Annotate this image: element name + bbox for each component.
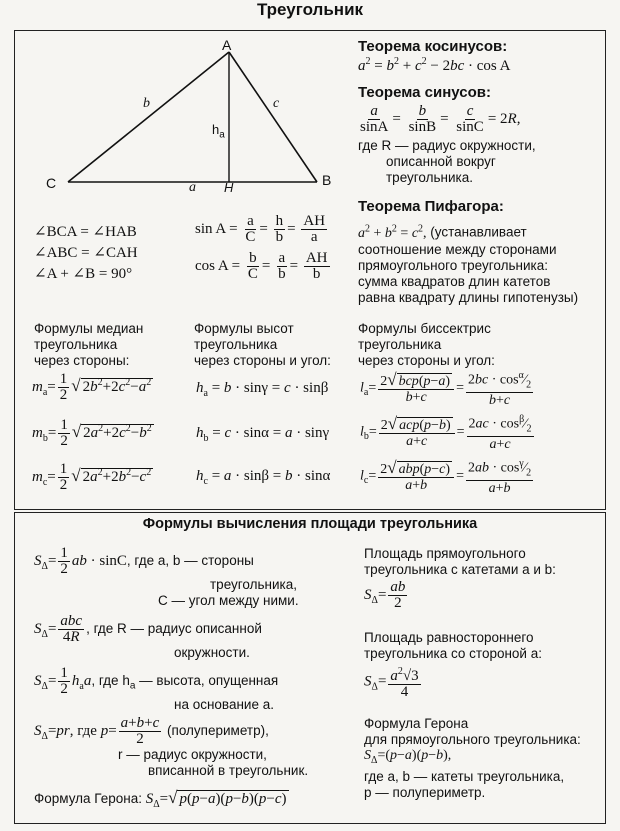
- bisector-c-formula: $l_c=$ 2√ abp(p−c) a+b = $\frac{2ab \cdot \cos^\gamma⁄_2}{a+b}$: [360, 457, 532, 497]
- sin-a-formula: sin A = $\frac{a}{C}$ = $\frac{h}{b}$ = $\frac{AH}{a}$: [195, 213, 326, 245]
- cosine-theorem-formula: $a^2 = b^2 + c^2 - 2bc \cdot \cos A$: [358, 56, 511, 74]
- side-c-line: [229, 52, 317, 182]
- bisector-b-formula: $l_b=$ 2√ acp(p−b) a+c = $\frac{2ac \cdot \cos^\beta⁄_2}{a+c}$: [360, 413, 532, 453]
- heights-heading: Формулы высот треугольника через стороны и угол:: [194, 321, 331, 368]
- area-formula-3: $S_\Delta=$ $\frac{1}{2}$ $h_aa$, где $h_a$ — высота, опущенная на основание a.: [34, 665, 279, 712]
- height-label: $h_a$: [212, 122, 225, 141]
- height-a-formula: $h_a = b \cdot \sin\gamma = c \cdot \sin\beta$: [196, 380, 329, 399]
- pythagoras-heading: Теорема Пифагора:: [358, 198, 504, 215]
- vertex-c-label: C: [46, 175, 57, 191]
- height-b-formula: $h_b = c \cdot \sin\alpha = a \cdot \sin\gamma$: [196, 425, 330, 444]
- side-a-label: a: [189, 180, 196, 195]
- area-formula-2: $S_\Delta=$ abc 4R , где R — радиус описанной окружности.: [34, 613, 262, 660]
- heron-formula: Формула Герона: $S_\Delta=√$ p(p−a)(p−b)(p−c): [34, 788, 287, 810]
- bisectors-heading: Формулы биссектрис треугольника через стороны и угол:: [358, 321, 495, 368]
- median-b-formula: $m_b=$ $\frac{1}{2}$ √ $2a^2+2c^2-b^2$: [32, 417, 152, 449]
- cos-a-formula: cos A = $\frac{b}{C}$ = $\frac{a}{b}$ = $\frac{AH}{b}$: [195, 250, 328, 282]
- bisector-a-formula: $l_a=$ 2√ bcp(p−a) b+c = $\frac{2bc \cdot \cos^\alpha⁄_2}{b+c}$: [360, 369, 532, 409]
- area-formula-4: $S_\Delta=pr$, где p= $\frac{a+b+c}{2}$ (полупериметр), r — радиус окружности, вписанной в треугольник.: [34, 715, 309, 778]
- area-heading: Формулы вычисления площади треугольника: [142, 516, 478, 532]
- median-a-formula: $m_a=$ $\frac{1}{2}$ √ $2b^2+2c^2-a^2$: [32, 371, 152, 403]
- side-b-line: [68, 52, 229, 182]
- side-c-label: c: [273, 96, 280, 111]
- pythagoras-body: $a^2 + b^2 = c^2$, (устанавливает соотношение между сторонами прямоугольного треугольника: сумма квадратов длин катетов равна квадрату длины гипотенузы): [358, 223, 579, 305]
- vertex-a-label: A: [222, 37, 232, 53]
- angle-relation-3: ∠A + ∠B = 90°: [34, 266, 133, 282]
- vertex-b-label: B: [322, 172, 332, 188]
- heron-right-triangle: Формула Герона для прямоугольного треугольника: $S_\Delta=(p-a)(p-b)$, где a, b — катеты треугольника, p — полупериметр.: [364, 716, 581, 800]
- page-title: Треугольник: [256, 0, 364, 19]
- cosine-theorem-heading: Теорема косинусов:: [358, 38, 508, 55]
- foot-h-label: H: [224, 180, 234, 195]
- sine-theorem-note: где R — радиус окружности, описанной вокруг треугольника.: [358, 138, 536, 185]
- sine-theorem-formula: $\frac{a}{\sin A}$ = $\frac{b}{\sin B}$ = $\frac{c}{\sin C}$ = 2R,: [360, 103, 521, 135]
- right-triangle-area: Площадь прямоугольного треугольника с катетами a и b: $S_\Delta=$ $\frac{ab}{2}$: [364, 546, 556, 611]
- sine-theorem-heading: Теорема синусов:: [358, 84, 491, 101]
- median-c-formula: $m_c=$ $\frac{1}{2}$ √ $2a^2+2b^2-c^2$: [32, 461, 152, 493]
- equilateral-triangle-area: Площадь равностороннего треугольника со стороной a: $S_\Delta=$ $\frac{a^2√3}{4}$: [364, 630, 542, 700]
- area-formula-1: $S_\Delta=$ $\frac{1}{2}$ ab · sinC, где a, b — стороны треугольника, C — угол между ними.: [34, 545, 299, 608]
- medians-heading: Формулы медиан треугольника через стороны:: [34, 321, 144, 368]
- side-b-label: b: [143, 96, 150, 111]
- angle-relations: [34, 222, 138, 285]
- height-c-formula: $h_c = a \cdot \sin\beta = b \cdot \sin\alpha$: [196, 468, 331, 487]
- angle-relation-2: ∠ABC = ∠CAH: [34, 245, 138, 261]
- angle-relation-1: ∠BCA = ∠HAB: [34, 224, 137, 240]
